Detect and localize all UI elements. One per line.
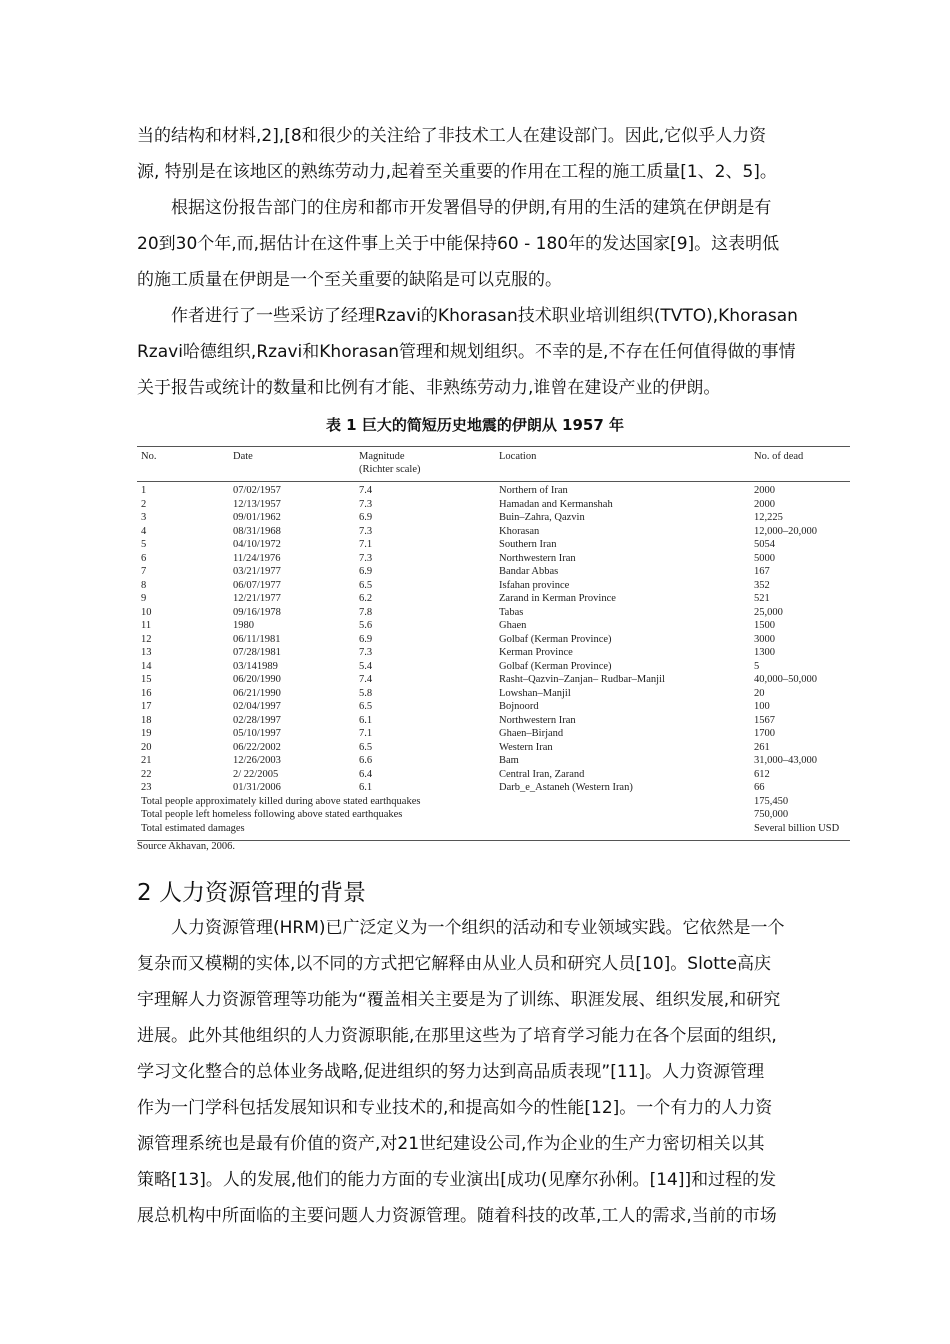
cell-no: 10 (141, 606, 152, 618)
section-paragraph (137, 910, 857, 1234)
header-dead: No. of dead (754, 451, 804, 462)
cell-no: 5 (141, 539, 147, 550)
cell-dead: 1567 (754, 714, 775, 726)
cell-dead: 521 (754, 593, 770, 604)
total-row (137, 808, 850, 822)
cell-date: 03/21/1977 (233, 566, 281, 577)
cell-date: 08/31/1968 (233, 525, 281, 537)
cell-no: 23 (141, 782, 152, 793)
cell-mag: 7.8 (359, 606, 373, 618)
cell-dead: 1300 (754, 647, 775, 658)
total-label: Total people left homeless following above stated earthquakes (141, 809, 403, 820)
table-bottom-rule (137, 840, 850, 841)
table-row (137, 592, 850, 606)
cell-date: 06/11/1981 (233, 633, 281, 645)
header-no: No. (141, 451, 157, 462)
cell-no: 22 (141, 768, 152, 780)
cell-loc: Zarand in Kerman Province (499, 593, 616, 604)
text-line: 学习文化整合的总体业务战略,促进组织的努力达到高品质表现”[11]。人力资源管理 (137, 1062, 765, 1082)
text-line: 宇理解人力资源管理等功能为“覆盖相关主要是为了训练、职涯发展、组织发展,和研究 (137, 990, 781, 1010)
cell-dead: 20 (754, 687, 765, 699)
text-line: 人力资源管理(HRM)已广泛定义为一个组织的活动和专业领域实践。它依然是一个 (137, 918, 785, 938)
cell-loc: Golbaf (Kerman Province) (499, 660, 612, 672)
cell-date: 06/07/1977 (233, 579, 281, 591)
cell-mag: 7.1 (359, 728, 373, 739)
table-row (137, 525, 850, 539)
cell-loc: Southern Iran (499, 539, 557, 550)
cell-loc: Ghaen (499, 620, 527, 631)
cell-mag: 7.1 (359, 539, 373, 550)
cell-dead: 167 (754, 566, 770, 577)
table-header-rule (137, 481, 850, 482)
cell-loc: Golbaf (Kerman Province) (499, 633, 612, 645)
cell-loc: Central Iran, Zarand (499, 768, 585, 780)
table-row (137, 484, 850, 498)
cell-dead: 1700 (754, 728, 775, 739)
table-row (137, 714, 850, 728)
text-line: 复杂而又模糊的实体,以不同的方式把它解释由从业人员和研究人员[10]。Slotte高庆 (137, 954, 772, 974)
table-source: Source Akhavan, 2006. (137, 841, 235, 852)
cell-mag: 6.2 (359, 593, 373, 604)
total-row (137, 795, 850, 809)
table-caption: 表 1 巨大的简短历史地震的伊朗从 1957 年 (325, 416, 625, 434)
cell-no: 15 (141, 674, 152, 685)
cell-mag: 5.4 (359, 660, 373, 672)
header-magnitude-unit: (Richter scale) (359, 464, 421, 475)
cell-dead: 25,000 (754, 606, 783, 618)
table-row (137, 768, 850, 782)
cell-date: 06/20/1990 (233, 674, 281, 685)
cell-no: 1 (141, 485, 147, 496)
text-line: 策略[13]。人的发展,他们的能力方面的专业演出[成功(见摩尔孙俐。[14]]和过程的发 (137, 1170, 777, 1190)
table-row (137, 781, 850, 795)
cell-loc: Bam (499, 755, 519, 766)
intro-paragraph (137, 118, 857, 406)
total-value: 750,000 (754, 809, 789, 820)
cell-date: 06/21/1990 (233, 687, 281, 699)
cell-date: 2/ 22/2005 (233, 768, 279, 780)
cell-mag: 6.5 (359, 741, 373, 753)
table-row (137, 754, 850, 768)
cell-date: 11/24/1976 (233, 552, 281, 564)
cell-date: 04/10/1972 (233, 539, 281, 550)
table-row (137, 619, 850, 633)
cell-no: 21 (141, 755, 152, 766)
cell-dead: 2000 (754, 498, 775, 510)
cell-no: 20 (141, 741, 152, 753)
table-row (137, 606, 850, 620)
text-line: 当的结构和材料,2],[8和很少的关注给了非技术工人在建设部门。因此,它似乎人力资 (137, 126, 767, 146)
total-label: Total people approximately killed during above stated earthquakes (141, 795, 421, 807)
cell-dead: 5000 (754, 552, 775, 564)
cell-dead: 5054 (754, 539, 775, 550)
cell-loc: Ghaen–Birjand (499, 728, 564, 739)
text-line: 源管理系统也是最有价值的资产,对21世纪建设公司,作为企业的生产力密切相关以其 (137, 1134, 765, 1154)
cell-dead: 3000 (754, 633, 775, 645)
cell-date: 12/21/1977 (233, 593, 281, 604)
cell-dead: 1500 (754, 620, 775, 631)
text-line: 作者进行了一些采访了经理Rzavi的Khorasan技术职业培训组织(TVTO),Khorasan (137, 306, 798, 326)
text-line: 作为一门学科包括发展知识和专业技术的,和提高如今的性能[12]。一个有力的人力资 (137, 1098, 773, 1118)
cell-loc: Kerman Province (499, 647, 573, 658)
cell-date: 03/141989 (233, 660, 278, 672)
total-value: 175,450 (754, 795, 789, 807)
table-row (137, 633, 850, 647)
cell-no: 16 (141, 687, 152, 699)
table-row (137, 579, 850, 593)
cell-no: 8 (141, 579, 147, 591)
cell-date: 09/01/1962 (233, 512, 281, 523)
text-line: 展总机构中所面临的主要问题人力资源管理。随着科技的改革,工人的需求,当前的市场 (137, 1206, 777, 1226)
cell-mag: 7.3 (359, 525, 373, 537)
table-row (137, 741, 850, 755)
cell-date: 1980 (233, 620, 254, 631)
table-row (137, 687, 850, 701)
cell-dead: 12,000–20,000 (754, 525, 817, 537)
cell-dead: 2000 (754, 485, 775, 496)
cell-mag: 7.4 (359, 674, 373, 685)
cell-loc: Rasht–Qazvin–Zanjan– Rudbar–Manjil (499, 674, 665, 685)
header-location: Location (499, 451, 537, 462)
cell-no: 18 (141, 714, 152, 726)
total-value: Several billion USD (754, 822, 840, 834)
cell-no: 17 (141, 701, 152, 712)
cell-dead: 352 (754, 579, 770, 591)
text-line: 关于报告或统计的数量和比例有才能、非熟练劳动力,谁曾在建设产业的伊朗。 (137, 378, 721, 398)
cell-no: 7 (141, 566, 147, 577)
cell-no: 9 (141, 593, 147, 604)
cell-loc: Buin–Zahra, Qazvin (499, 512, 585, 523)
cell-no: 2 (141, 498, 147, 510)
cell-mag: 6.5 (359, 579, 373, 591)
cell-no: 6 (141, 552, 147, 564)
cell-mag: 7.4 (359, 485, 373, 496)
text-line: 20到30个年,而,据估计在这件事上关于中能保持60 - 180年的发达国家[9]。这表明低 (137, 234, 780, 254)
cell-date: 01/31/2006 (233, 782, 281, 793)
cell-dead: 40,000–50,000 (754, 674, 817, 685)
section-heading: 2 人力资源管理的背景 (137, 880, 366, 906)
cell-mag: 6.9 (359, 633, 373, 645)
cell-no: 14 (141, 660, 152, 672)
cell-mag: 7.3 (359, 552, 373, 564)
table-row (137, 700, 850, 714)
cell-date: 07/28/1981 (233, 647, 281, 658)
table-row (137, 646, 850, 660)
table-top-rule (137, 446, 850, 447)
header-magnitude: Magnitude (359, 451, 405, 462)
table-row (137, 552, 850, 566)
cell-dead: 5 (754, 660, 760, 672)
cell-mag: 6.5 (359, 701, 373, 712)
cell-date: 07/02/1957 (233, 485, 281, 496)
cell-loc: Hamadan and Kermanshah (499, 498, 613, 510)
cell-date: 12/13/1957 (233, 498, 281, 510)
cell-no: 11 (141, 620, 152, 631)
cell-dead: 66 (754, 782, 765, 793)
header-date: Date (233, 451, 253, 462)
cell-mag: 6.1 (359, 714, 373, 726)
cell-mag: 6.9 (359, 566, 373, 577)
cell-loc: Tabas (499, 606, 524, 618)
text-line: 源, 特别是在该地区的熟练劳动力,起着至关重要的作用在工程的施工质量[1、2、5]。 (137, 162, 777, 182)
cell-date: 02/28/1997 (233, 714, 281, 726)
cell-dead: 612 (754, 768, 770, 780)
cell-mag: 6.1 (359, 782, 373, 793)
cell-no: 19 (141, 728, 152, 739)
cell-loc: Khorasan (499, 525, 540, 537)
table-row (137, 565, 850, 579)
text-line: 的施工质量在伊朗是一个至关重要的缺陷是可以克服的。 (137, 270, 562, 290)
cell-loc: Western Iran (499, 741, 553, 753)
total-label: Total estimated damages (141, 822, 245, 834)
cell-loc: Bojnoord (499, 701, 539, 712)
cell-loc: Northern of Iran (499, 485, 568, 496)
cell-loc: Lowshan–Manjil (499, 687, 571, 699)
cell-no: 4 (141, 525, 147, 537)
cell-mag: 7.3 (359, 498, 373, 510)
cell-date: 06/22/2002 (233, 741, 281, 753)
cell-mag: 5.6 (359, 620, 373, 631)
cell-no: 13 (141, 647, 152, 658)
cell-dead: 31,000–43,000 (754, 755, 817, 766)
cell-dead: 100 (754, 701, 770, 712)
cell-date: 09/16/1978 (233, 606, 281, 618)
table-row (137, 538, 850, 552)
cell-loc: Isfahan province (499, 579, 570, 591)
cell-no: 3 (141, 512, 147, 523)
cell-mag: 6.4 (359, 768, 373, 780)
text-line: Rzavi哈德组织,Rzavi和Khorasan管理和规划组织。不幸的是,不存在任何值得做的事情 (137, 342, 796, 362)
cell-loc: Darb_e_Astaneh (Western Iran) (499, 782, 633, 793)
cell-loc: Bandar Abbas (499, 566, 559, 577)
cell-date: 02/04/1997 (233, 701, 281, 712)
cell-mag: 6.9 (359, 512, 373, 523)
cell-dead: 261 (754, 741, 770, 753)
text-line: 根据这份报告部门的住房和都市开发署倡导的伊朗,有用的生活的建筑在伊朗是有 (137, 198, 772, 218)
cell-loc: Northwestern Iran (499, 552, 576, 564)
cell-date: 05/10/1997 (233, 728, 281, 739)
table-row (137, 511, 850, 525)
table-row (137, 673, 850, 687)
cell-loc: Northwestern Iran (499, 714, 576, 726)
cell-mag: 5.8 (359, 687, 373, 699)
table-body (137, 484, 850, 835)
table-row (137, 660, 850, 674)
total-row (137, 822, 850, 836)
cell-date: 12/26/2003 (233, 755, 281, 766)
cell-mag: 6.6 (359, 755, 373, 766)
table-header (137, 451, 850, 481)
table-row (137, 727, 850, 741)
cell-mag: 7.3 (359, 647, 373, 658)
cell-dead: 12,225 (754, 512, 783, 523)
table-row (137, 498, 850, 512)
cell-no: 12 (141, 633, 152, 645)
text-line: 进展。此外其他组织的人力资源职能,在那里这些为了培育学习能力在各个层面的组织, (137, 1026, 777, 1046)
